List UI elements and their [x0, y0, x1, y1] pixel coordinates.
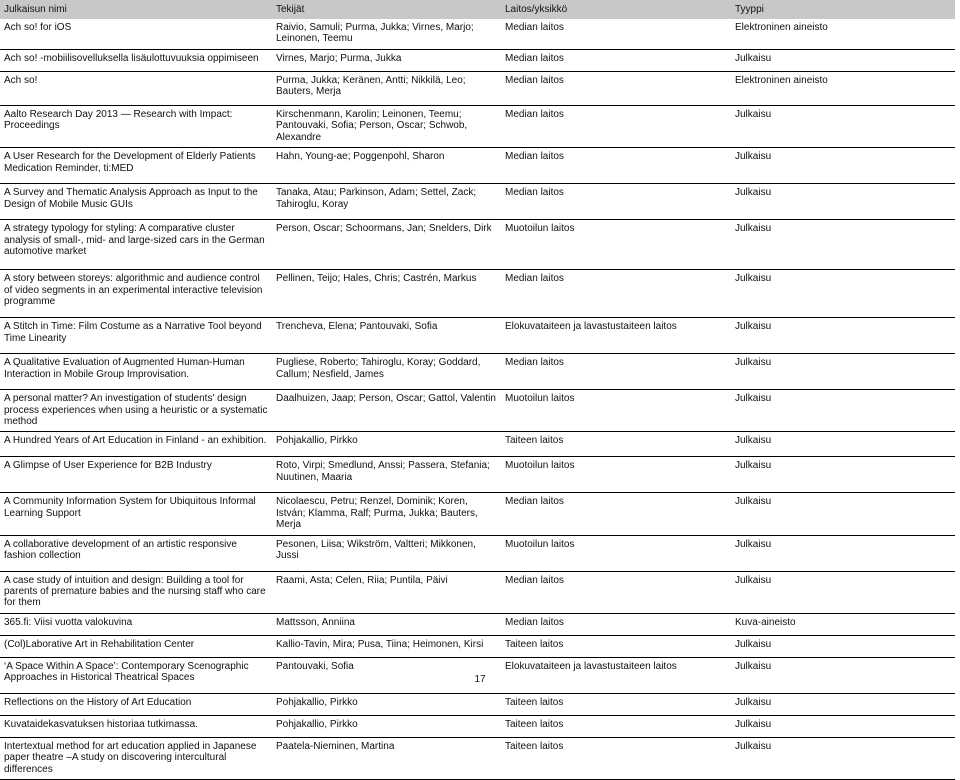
- cell-title: A collaborative development of an artistic responsive fashion collection: [0, 535, 272, 571]
- cell-department: Median laitos: [501, 106, 731, 148]
- cell-title: A case study of intuition and design: Building a tool for parents of premature babies and the nursing staff who care for them: [0, 571, 272, 613]
- cell-department: Median laitos: [501, 72, 731, 106]
- cell-type: Julkaisu: [731, 737, 955, 779]
- cell-authors: Pohjakallio, Pirkko: [272, 693, 501, 715]
- table-row: [0, 613, 955, 635]
- cell-department: Median laitos: [501, 571, 731, 613]
- table-row: [0, 50, 955, 72]
- cell-title: A personal matter? An investigation of students' design process experiences when using a heuristic or a systematic method: [0, 390, 272, 432]
- cell-department: Median laitos: [501, 184, 731, 220]
- header-title: Julkaisun nimi: [0, 0, 272, 19]
- cell-type: Julkaisu: [731, 318, 955, 354]
- cell-title: Reflections on the History of Art Education: [0, 693, 272, 715]
- cell-title: A Survey and Thematic Analysis Approach as Input to the Design of Mobile Music GUIs: [0, 184, 272, 220]
- cell-authors: Hahn, Young-ae; Poggenpohl, Sharon: [272, 148, 501, 184]
- cell-title: Ach so!: [0, 72, 272, 106]
- cell-authors: Kallio-Tavin, Mira; Pusa, Tiina; Heimonen, Kirsi: [272, 635, 501, 657]
- cell-department: Taiteen laitos: [501, 432, 731, 457]
- cell-authors: Pugliese, Roberto; Tahiroglu, Koray; Goddard, Callum; Nesfield, James: [272, 354, 501, 390]
- cell-type: Julkaisu: [731, 493, 955, 535]
- cell-department: Median laitos: [501, 493, 731, 535]
- cell-authors: Pesonen, Liisa; Wikström, Valtteri; Mikkonen, Jussi: [272, 535, 501, 571]
- table-row: [0, 635, 955, 657]
- cell-type: Julkaisu: [731, 693, 955, 715]
- cell-type: Julkaisu: [731, 220, 955, 270]
- table-row: [0, 148, 955, 184]
- cell-title: A Glimpse of User Experience for B2B Industry: [0, 457, 272, 493]
- header-department: Laitos/yksikkö: [501, 0, 731, 19]
- cell-type: Julkaisu: [731, 715, 955, 737]
- cell-type: Julkaisu: [731, 390, 955, 432]
- cell-authors: Purma, Jukka; Keränen, Antti; Nikkilä, Leo; Bauters, Merja: [272, 72, 501, 106]
- cell-title: A Qualitative Evaluation of Augmented Human-Human Interaction in Mobile Group Improvisation.: [0, 354, 272, 390]
- cell-type: Julkaisu: [731, 106, 955, 148]
- cell-title: (Col)Laborative Art in Rehabilitation Center: [0, 635, 272, 657]
- table-row: [0, 390, 955, 432]
- cell-authors: Mattsson, Anniina: [272, 613, 501, 635]
- cell-department: Taiteen laitos: [501, 635, 731, 657]
- table-row: [0, 72, 955, 106]
- cell-department: Median laitos: [501, 270, 731, 318]
- table-row: [0, 571, 955, 613]
- cell-authors: Pellinen, Teijo; Hales, Chris; Castrén, Markus: [272, 270, 501, 318]
- cell-title: ‘A Space Within A Space’: Contemporary Scenographic Approaches in Historical Theatrical Spaces: [0, 657, 272, 693]
- cell-authors: Daalhuizen, Jaap; Person, Oscar; Gattol, Valentin: [272, 390, 501, 432]
- cell-type: Elektroninen aineisto: [731, 72, 955, 106]
- cell-title: Ach so! for iOS: [0, 19, 272, 50]
- cell-authors: Pohjakallio, Pirkko: [272, 432, 501, 457]
- cell-type: Kuva-aineisto: [731, 613, 955, 635]
- table-row: [0, 318, 955, 354]
- header-type: Tyyppi: [731, 0, 955, 19]
- cell-title: Ach so! -mobiilisovelluksella lisäulottuvuuksia oppimiseen: [0, 50, 272, 72]
- cell-title: Intertextual method for art education applied in Japanese paper theatre –A study on discovering intercultural differences: [0, 737, 272, 779]
- cell-type: Julkaisu: [731, 50, 955, 72]
- cell-department: Muotoilun laitos: [501, 457, 731, 493]
- cell-department: Median laitos: [501, 613, 731, 635]
- cell-type: Julkaisu: [731, 184, 955, 220]
- header-authors: Tekijät: [272, 0, 501, 19]
- table-row: [0, 457, 955, 493]
- cell-title: A User Research for the Development of Elderly Patients Medication Reminder, ti:MED: [0, 148, 272, 184]
- cell-type: Julkaisu: [731, 148, 955, 184]
- cell-department: Median laitos: [501, 354, 731, 390]
- cell-department: Muotoilun laitos: [501, 390, 731, 432]
- cell-title: A strategy typology for styling: A comparative cluster analysis of small-, mid- and large-sized cars in the German automotive market: [0, 220, 272, 270]
- cell-department: Muotoilun laitos: [501, 535, 731, 571]
- cell-authors: Tanaka, Atau; Parkinson, Adam; Settel, Zack; Tahiroglu, Koray: [272, 184, 501, 220]
- cell-department: Muotoilun laitos: [501, 220, 731, 270]
- page-number: 17: [474, 674, 486, 685]
- cell-title: Aalto Research Day 2013 ― Research with Impact: Proceedings: [0, 106, 272, 148]
- cell-authors: Kirschenmann, Karolin; Leinonen, Teemu; Pantouvaki, Sofia; Person, Oscar; Schwob, Alexandre: [272, 106, 501, 148]
- cell-title: A story between storeys: algorithmic and audience control of video segments in an experimental interactive television programme: [0, 270, 272, 318]
- cell-type: Julkaisu: [731, 635, 955, 657]
- table-body: [0, 19, 955, 780]
- cell-department: Taiteen laitos: [501, 715, 731, 737]
- cell-department: Median laitos: [501, 148, 731, 184]
- cell-authors: Raami, Asta; Celen, Riia; Puntila, Päivi: [272, 571, 501, 613]
- cell-title: Kuvataidekasvatuksen historiaa tutkimassa.: [0, 715, 272, 737]
- table-row: [0, 535, 955, 571]
- cell-authors: Virnes, Marjo; Purma, Jukka: [272, 50, 501, 72]
- cell-authors: Nicolaescu, Petru; Renzel, Dominik; Koren, István; Klamma, Ralf; Purma, Jukka; Bauters, Merja: [272, 493, 501, 535]
- cell-department: Median laitos: [501, 19, 731, 50]
- cell-type: Julkaisu: [731, 657, 955, 693]
- cell-department: Taiteen laitos: [501, 693, 731, 715]
- cell-type: Julkaisu: [731, 432, 955, 457]
- cell-type: Julkaisu: [731, 535, 955, 571]
- cell-department: Elokuvataiteen ja lavastustaiteen laitos: [501, 318, 731, 354]
- cell-authors: Person, Oscar; Schoormans, Jan; Snelders, Dirk: [272, 220, 501, 270]
- cell-type: Julkaisu: [731, 457, 955, 493]
- cell-type: Julkaisu: [731, 270, 955, 318]
- table-row: [0, 220, 955, 270]
- table-row: [0, 184, 955, 220]
- cell-title: A Stitch in Time: Film Costume as a Narrative Tool beyond Time Linearity: [0, 318, 272, 354]
- cell-department: Median laitos: [501, 50, 731, 72]
- table-row: [0, 19, 955, 50]
- cell-authors: Trencheva, Elena; Pantouvaki, Sofia: [272, 318, 501, 354]
- cell-department: Elokuvataiteen ja lavastustaiteen laitos: [501, 657, 731, 693]
- table-row: [0, 715, 955, 737]
- table-header-row: [0, 0, 955, 19]
- cell-type: Elektroninen aineisto: [731, 19, 955, 50]
- cell-authors: Roto, Virpi; Smedlund, Anssi; Passera, Stefania; Nuutinen, Maaria: [272, 457, 501, 493]
- cell-authors: Pohjakallio, Pirkko: [272, 715, 501, 737]
- table-row: [0, 693, 955, 715]
- table-row: [0, 106, 955, 148]
- table-row: [0, 432, 955, 457]
- cell-title: 365.fi: Viisi vuotta valokuvina: [0, 613, 272, 635]
- table-row: [0, 493, 955, 535]
- cell-type: Julkaisu: [731, 354, 955, 390]
- cell-authors: Raivio, Samuli; Purma, Jukka; Virnes, Marjo; Leinonen, Teemu: [272, 19, 501, 50]
- cell-title: A Hundred Years of Art Education in Finland - an exhibition.: [0, 432, 272, 457]
- cell-title: A Community Information System for Ubiquitous Informal Learning Support: [0, 493, 272, 535]
- cell-authors: Paatela-Nieminen, Martina: [272, 737, 501, 779]
- table-row: [0, 737, 955, 779]
- cell-authors: Pantouvaki, Sofia: [272, 657, 501, 693]
- cell-department: Taiteen laitos: [501, 737, 731, 779]
- cell-type: Julkaisu: [731, 571, 955, 613]
- table-row: [0, 354, 955, 390]
- table-row: [0, 270, 955, 318]
